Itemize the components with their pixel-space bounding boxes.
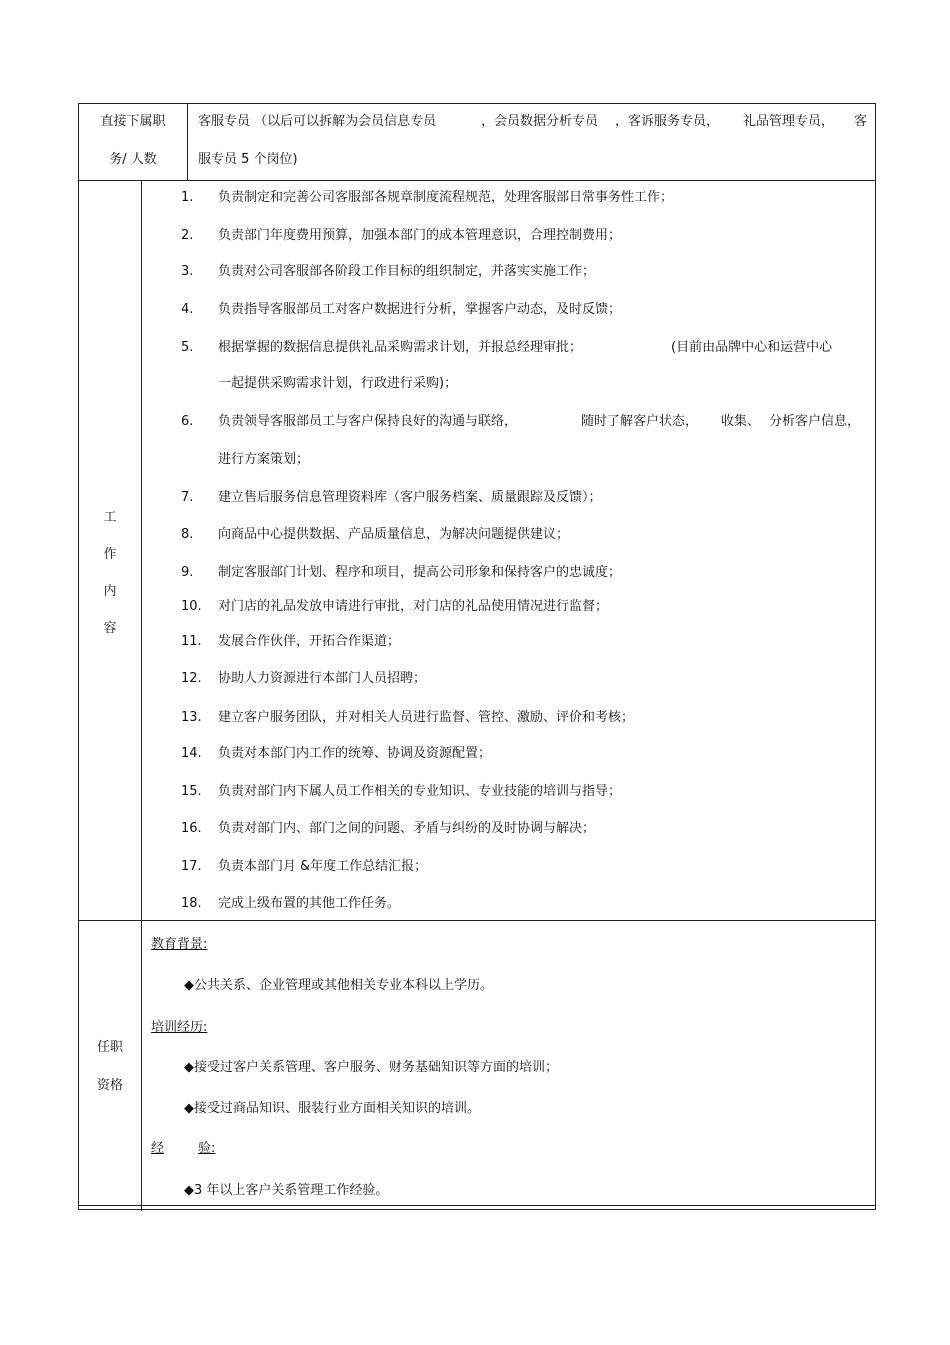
duty-number: 13. bbox=[181, 710, 202, 725]
duty-text: 负责对公司客服部各阶段工作目标的组织制定，并落实实施工作； bbox=[218, 264, 596, 279]
duty-text-note: (目前由品牌中心和运营中心 bbox=[671, 340, 833, 355]
duty-number: 8. bbox=[181, 527, 194, 542]
duty-text: 协助人力资源进行本部门人员招聘； bbox=[218, 671, 427, 686]
duty-text: 向商品中心提供数据、产品质量信息，为解决问题提供建议； bbox=[218, 527, 570, 542]
qualification-label-line1: 任职 bbox=[96, 1040, 123, 1055]
subordinate-text-part4: 礼品管理专员， bbox=[743, 114, 835, 129]
subordinate-text-part5: 客 bbox=[854, 114, 868, 129]
duty-number: 16. bbox=[181, 821, 202, 836]
duty-text: 负责制定和完善公司客服部各规章制度流程规范，处理客服部日常事务性工作； bbox=[218, 190, 674, 205]
subordinate-text-part2: ，会员数据分析专员 bbox=[481, 114, 599, 129]
duty-text: 制定客服部门计划、程序和项目，提高公司形象和保持客户的忠诚度； bbox=[218, 565, 622, 580]
duty-number: 17. bbox=[181, 859, 202, 874]
experience-heading-b: 验: bbox=[198, 1141, 216, 1156]
duty-text: 负责对部门内、部门之间的问题、矛盾与纠纷的及时协调与解决； bbox=[218, 821, 596, 836]
col-divider-body bbox=[141, 180, 142, 1211]
duty-text: 负责指导客服部员工对客户数据进行分析，掌握客户动态，及时反馈； bbox=[218, 302, 622, 317]
duty-text: 负责对部门内下属人员工作相关的专业知识、专业技能的培训与指导； bbox=[218, 784, 622, 799]
job-description-table bbox=[78, 103, 876, 1210]
duty-number: 4. bbox=[181, 302, 194, 317]
duty-number: 3. bbox=[181, 264, 194, 279]
duty-number: 9. bbox=[181, 565, 194, 580]
duty-text-continued: 进行方案策划； bbox=[218, 452, 310, 467]
duty-number: 12. bbox=[181, 671, 202, 686]
duty-text: 发展合作伙伴，开拓合作渠道； bbox=[218, 634, 401, 649]
duty-text-continued: 一起提供采购需求计划，行政进行采购)； bbox=[218, 376, 458, 391]
subordinate-label-line1: 直接下属职 bbox=[100, 114, 166, 129]
experience-item: ◆3 年以上客户关系管理工作经验。 bbox=[184, 1183, 389, 1198]
duty-number: 1. bbox=[181, 190, 194, 205]
subordinate-text-part1: 客服专员 （以后可以拆解为会员信息专员 bbox=[198, 114, 437, 129]
bottom-inner-rule bbox=[79, 1205, 875, 1206]
duty-text: 建立客户服务团队，并对相关人员进行监督、管控、激励、评价和考核； bbox=[218, 710, 635, 725]
duty-text-segment: 分析客户信息， bbox=[769, 414, 861, 429]
duty-number: 10. bbox=[181, 599, 202, 614]
duty-text: 对门店的礼品发放申请进行审批，对门店的礼品使用情况进行监督； bbox=[218, 599, 609, 614]
duty-number: 15. bbox=[181, 784, 202, 799]
subordinate-text-line2: 服专员 5 个岗位) bbox=[198, 152, 298, 167]
col-divider-header bbox=[187, 104, 188, 180]
duty-number: 7. bbox=[181, 490, 194, 505]
duty-number: 2. bbox=[181, 228, 194, 243]
work-label-char-2: 作 bbox=[103, 547, 117, 562]
subordinate-text-part3: ，客诉服务专员， bbox=[615, 114, 720, 129]
work-label-char-1: 工 bbox=[103, 510, 117, 525]
duty-text: 完成上级布置的其他工作任务。 bbox=[218, 896, 401, 911]
row-divider-work bbox=[79, 920, 875, 921]
duty-number: 18. bbox=[181, 896, 202, 911]
duty-number: 11. bbox=[181, 634, 202, 649]
qualification-label-line2: 资格 bbox=[96, 1078, 123, 1093]
experience-heading bbox=[151, 1141, 215, 1157]
training-item: ◆接受过商品知识、服装行业方面相关知识的培训。 bbox=[184, 1101, 480, 1116]
training-item: ◆接受过客户关系管理、客户服务、财务基础知识等方面的培训； bbox=[184, 1060, 558, 1075]
experience-heading-a: 经 bbox=[151, 1141, 165, 1156]
duty-text: 根据掌握的数据信息提供礼品采购需求计划，并报总经理审批； bbox=[218, 340, 583, 355]
duty-number: 5. bbox=[181, 340, 194, 355]
duty-text: 建立售后服务信息管理资料库（客户服务档案、质量跟踪及反馈）； bbox=[218, 490, 602, 505]
duty-text: 负责对本部门内工作的统筹、协调及资源配置； bbox=[218, 746, 492, 761]
work-label-char-3: 内 bbox=[103, 584, 117, 599]
duty-text-segment: 收集、 bbox=[721, 414, 761, 429]
duty-text: 负责本部门月 bbox=[218, 859, 297, 874]
education-heading: 教育背景: bbox=[151, 937, 208, 952]
work-label-char-4: 容 bbox=[103, 621, 117, 636]
subordinate-label-line2: 务/ 人数 bbox=[109, 152, 157, 167]
training-heading: 培训经历: bbox=[151, 1020, 208, 1035]
duty-number: 6. bbox=[181, 414, 194, 429]
duty-text-segment: &年度工作总结汇报； bbox=[300, 859, 428, 874]
duty-text-segment: 随时了解客户状态， bbox=[581, 414, 699, 429]
duty-text: 负责领导客服部员工与客户保持良好的沟通与联络， bbox=[218, 414, 518, 429]
education-item: ◆公共关系、企业管理或其他相关专业本科以上学历。 bbox=[184, 978, 493, 993]
duty-text: 负责部门年度费用预算，加强本部门的成本管理意识，合理控制费用； bbox=[218, 228, 622, 243]
row-divider-header bbox=[79, 180, 875, 181]
duty-number: 14. bbox=[181, 746, 202, 761]
